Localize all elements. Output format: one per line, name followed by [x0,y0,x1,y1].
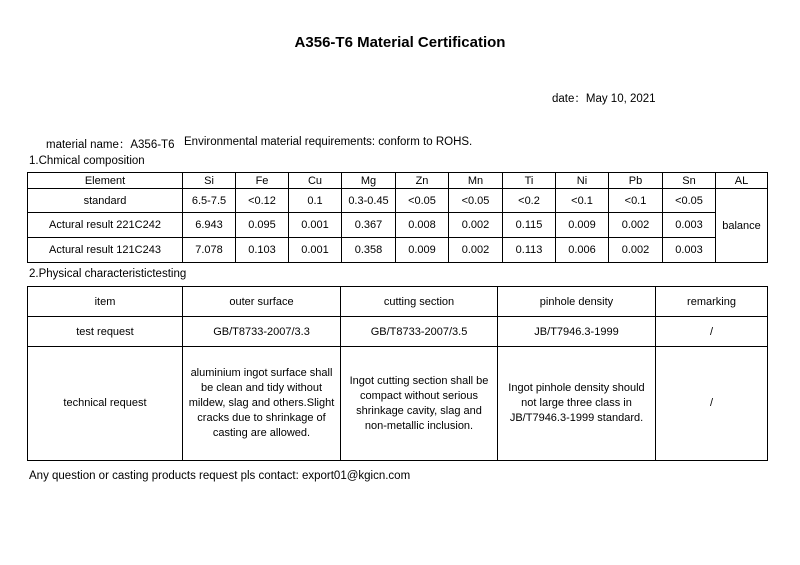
physical-header-row [28,287,768,317]
chemical-composition-table [27,172,768,263]
table-cell: <0.2 [503,189,556,213]
table-cell: 0.115 [503,213,556,238]
table-cell: 0.367 [342,213,396,238]
header-cell: Mn [449,173,503,189]
table-cell [498,347,656,461]
table-cell: GB/T8733-2007/3.3 [183,317,341,347]
header-cell: item [28,287,183,317]
table-cell: 0.3-0.45 [342,189,396,213]
al-balance-cell: balance [716,189,768,263]
pinhole-density-text: Ingot pinhole density should not large three class in JB/T7946.3-1999 standard. [508,382,645,424]
row-label: standard [28,189,183,213]
table-cell [341,347,498,461]
environmental-requirements: Environmental material requirements: conform to ROHS. [184,136,473,148]
table-row [28,213,768,238]
table-cell: JB/T7946.3-1999 [498,317,656,347]
table-cell: 0.002 [449,238,503,263]
header-cell: Sn [663,173,716,189]
table-cell: 0.103 [236,238,289,263]
header-cell: pinhole density [498,287,656,317]
cutting-section-text: Ingot cutting section shall be compact without serious shrinkage cavity, slag and non-metallic inclusion. [349,374,489,432]
row-label: test request [28,317,183,347]
table-cell: 0.001 [289,238,342,263]
header-cell: Ni [556,173,609,189]
table-cell: 6.943 [183,213,236,238]
table-cell: <0.12 [236,189,289,213]
table-cell: 0.002 [449,213,503,238]
table-cell: 0.095 [236,213,289,238]
contact-line: Any question or casting products request pls contact: export01@kgicn.com [29,470,411,482]
header-cell: cutting section [341,287,498,317]
table-cell: 6.5-7.5 [183,189,236,213]
header-cell: Pb [609,173,663,189]
header-cell: AL [716,173,768,189]
header-cell: Zn [396,173,449,189]
table-cell: / [656,317,768,347]
header-cell: Cu [289,173,342,189]
certificate-date: date：May 10, 2021 [552,93,656,105]
document-title: A356-T6 Material Certification [294,34,506,51]
header-cell: Si [183,173,236,189]
table-row [28,238,768,263]
table-cell: 0.003 [663,238,716,263]
table-cell: 0.006 [556,238,609,263]
table-cell: <0.1 [556,189,609,213]
header-cell: Mg [342,173,396,189]
table-cell: 0.009 [556,213,609,238]
header-cell: remarking [656,287,768,317]
table-cell: GB/T8733-2007/3.5 [341,317,498,347]
row-label: technical request [28,347,183,461]
table-cell: / [656,347,768,461]
table-cell: 0.002 [609,213,663,238]
table-cell: 0.002 [609,238,663,263]
section-chemical-title: 1.Chmical composition [29,155,145,167]
header-cell: Fe [236,173,289,189]
table-cell: 0.009 [396,238,449,263]
table-cell: 0.1 [289,189,342,213]
outer-surface-text: aluminium ingot surface shall be clean and tidy without mildew, slag and others.Slight cracks due to shrinkage of casting are allowed. [188,367,335,439]
header-cell: Ti [503,173,556,189]
table-cell: <0.1 [609,189,663,213]
table-cell: 0.358 [342,238,396,263]
physical-testing-table [27,286,768,461]
table-cell: 7.078 [183,238,236,263]
table-row [28,347,768,461]
table-cell: <0.05 [449,189,503,213]
table-cell: <0.05 [663,189,716,213]
table-cell: 0.113 [503,238,556,263]
row-label: Actural result 121C243 [28,238,183,263]
section-physical-title: 2.Physical characteristictesting [29,268,187,280]
header-cell: outer surface [183,287,341,317]
chemical-header-row [28,173,768,189]
row-label: Actural result 221C242 [28,213,183,238]
table-cell: 0.003 [663,213,716,238]
table-row [28,317,768,347]
table-row [28,189,768,213]
table-cell [183,347,341,461]
table-cell: <0.05 [396,189,449,213]
table-cell: 0.001 [289,213,342,238]
table-cell: 0.008 [396,213,449,238]
material-name: material name：A356-T6 [46,139,175,151]
header-cell: Element [28,173,183,189]
